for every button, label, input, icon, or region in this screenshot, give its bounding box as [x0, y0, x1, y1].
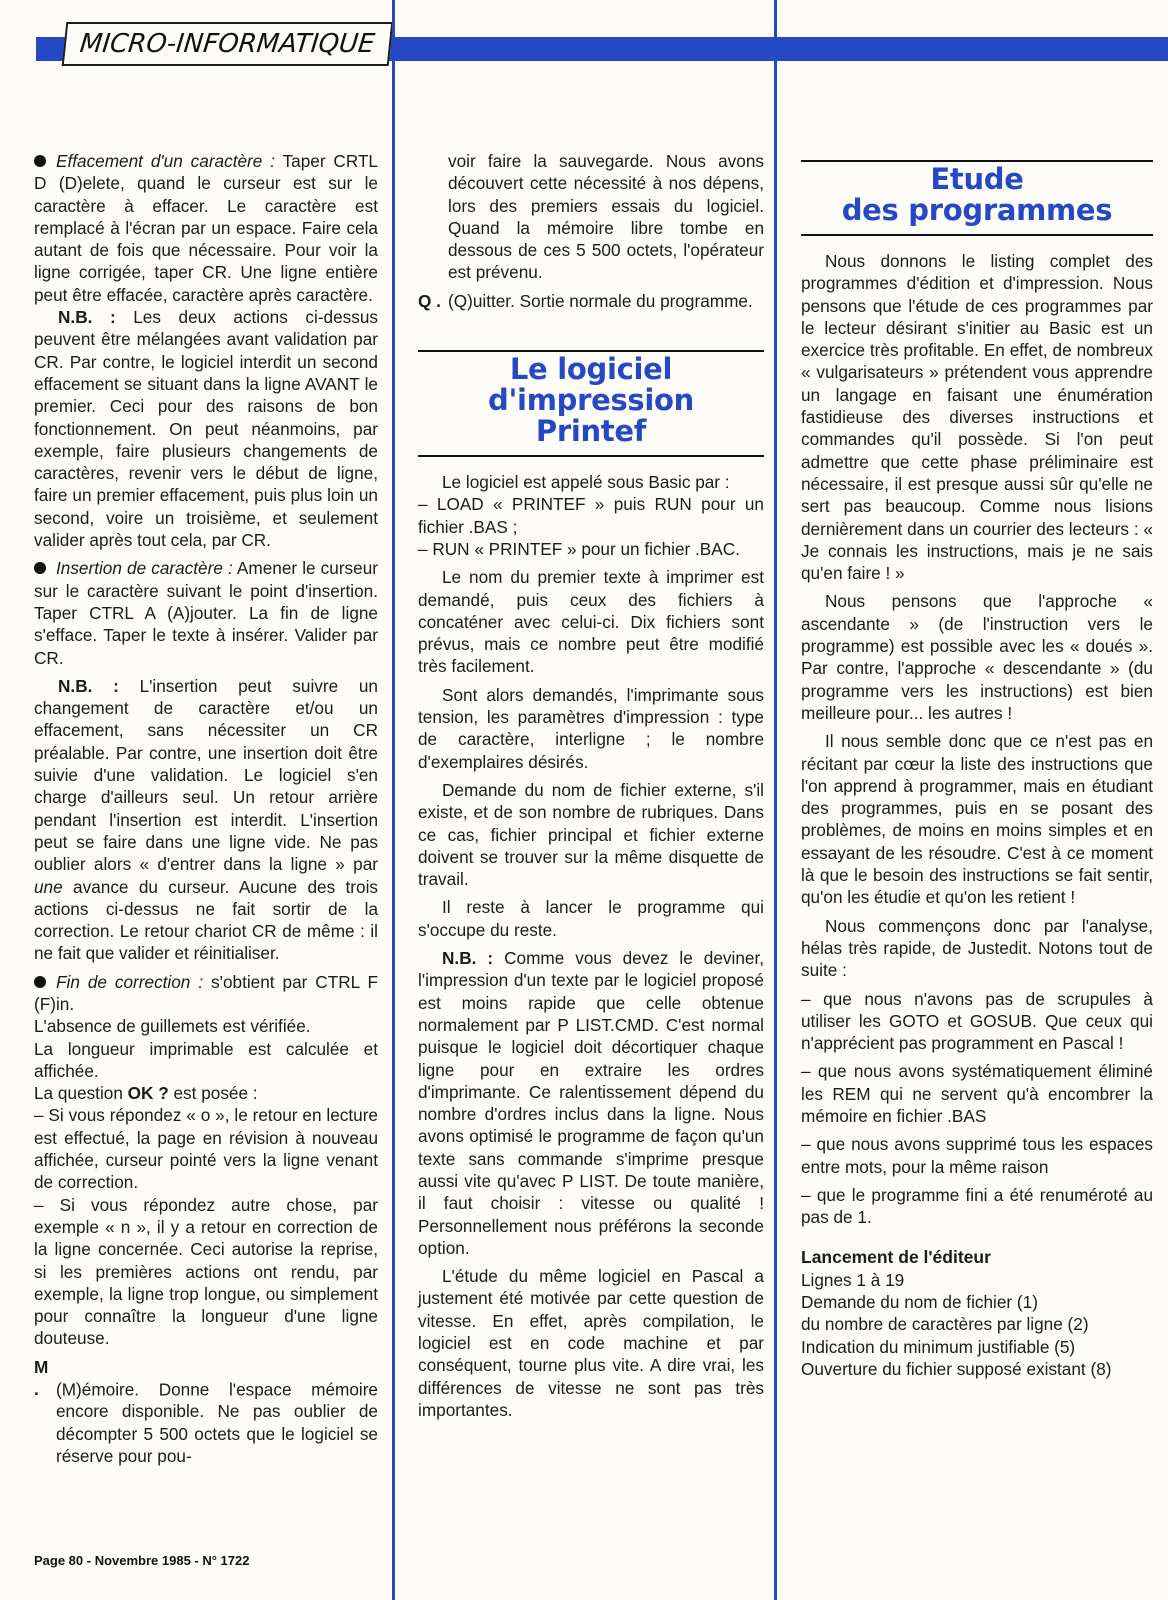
paragraph: N.B. : Les deux actions ci-dessus peuvent être mélangées avant validation par CR. Par contre, le logiciel interdit un second effacement se situant dans la ligne AVANT le premier. Ceci pour des raisons de bon fonctionnement. On peut néanmoins, par exemple, faire plusieurs changements de caractères, revenir vers le début de ligne, faire un premier effacement, puis plus loin un second, voire un troisième, et seulement valider après tout cela, par CR. — [34, 307, 378, 551]
bullet-icon — [34, 155, 46, 167]
paragraph: Sont alors demandés, l'imprimante sous tension, les paramètres d'impression : type de caractère, interligne ; le nombre d'exemplaires désirés. — [418, 684, 764, 772]
paragraph: – que nous avons supprimé tous les espaces entre mots, pour la même raison — [801, 1134, 1153, 1177]
list-item: Ouverture du fichier supposé existant (8) — [801, 1358, 1112, 1379]
paragraph: Nous pensons que l'approche « ascendante » (de l'instruction vers le programme) est possible avec les « doués ». Par contre, l'approche « descendante » (du programme vers les instructions) est bien meilleure pour... les autres ! — [801, 591, 1153, 723]
title-rule-bottom — [801, 234, 1153, 236]
list-item: du nombre de caractères par ligne (2) — [801, 1314, 1089, 1335]
page-footer: Page 80 - Novembre 1985 - N° 1722 — [34, 1553, 250, 1568]
paragraph: Demande du nom de fichier externe, s'il existe, et de son nombre de rubriques. Dans ce cas, fichier principal et fichier externe doivent se trouver sur la même disquette de travail. — [418, 779, 764, 890]
paragraph: M . (M)émoire. Donne l'espace mémoire encore disponible. Ne pas oublier de décompter 5 500 octets que le logiciel se réserve pour pou- — [34, 1356, 378, 1466]
paragraph: N.B. : Comme vous devez le deviner, l'impression d'un texte par le logiciel proposé est moins rapide que celle obtenue normalement par P LIST.CMD. C'est normal puisque le logiciel doit décortiquer chaque ligne pour en extraire les ordres d'imprimante. Ce ralentissement dépend du nombre d'ordres inclus dans la ligne. Nous avons optimisé le programme de façon qu'un texte sans commande s'imprime presque aussi vite qu'avec P LIST. De toute manière, il faut choisir : vitesse ou qualité ! Personnellement nous préférons la seconde option. — [418, 948, 765, 1258]
column-rule-left — [392, 0, 395, 1600]
paragraph: Effacement d'un caractère : Taper CRTL D (D)elete, quand le curseur est sur le caractère à effacer. Le caractère est remplacé à l'écran par un espace. Faire cela autant de fois que nécessaire. Pour voir la ligne corrigée, taper CR. Une ligne entière peut être effacée, caractère après caractère. — [34, 151, 378, 305]
column-3 — [801, 160, 1153, 1380]
paragraph: La longueur imprimable est calculée et affichée. — [34, 1038, 378, 1081]
title-rule-bottom — [418, 455, 764, 457]
paragraph: Nous commençons donc par l'analyse, hélas très rapide, de Justedit. Notons tout de suite : — [801, 915, 1153, 981]
paragraph: Le logiciel est appelé sous Basic par : — [442, 472, 730, 493]
paragraph: Insertion de caractère : Amener le curseur sur le caractère suivant le point d'insertion. Taper CTRL A (A)jouter. La fin de ligne s'efface. Taper le texte à insérer. Valider par CR. — [34, 558, 378, 668]
paragraph: Il reste à lancer le programme qui s'occupe du reste. — [418, 897, 764, 940]
bullet-icon — [34, 976, 46, 988]
column-2 — [418, 150, 764, 1421]
paragraph: L'absence de guillemets est vérifiée. — [34, 1016, 311, 1037]
section-title: Etude des programmes — [841, 162, 1113, 227]
paragraph: – que nous avons systématiquement éliminé les REM qui ne servent qu'à encombrer la mémoire en fichier .BAS — [801, 1061, 1153, 1126]
paragraph: – Si vous répondez « o », le retour en lecture est effectué, la page en révision à nouveau affichée, curseur pointé vers la ligne venant de correction. — [34, 1105, 378, 1193]
subheading: Lancement de l'éditeur — [801, 1247, 991, 1268]
list-item: Indication du minimum justifiable (5) — [801, 1336, 1076, 1357]
paragraph: Le nom du premier texte à imprimer est demandé, puis ceux des fichiers à concaténer avec celui-ci. Dix fichiers sont prévus, mais ce nombre peut être modifié très facilement. — [418, 567, 764, 677]
paragraph: – RUN « PRINTEF » pour un fichier .BAC. — [418, 538, 740, 559]
paragraph: N.B. : L'insertion peut suivre un changement de caractère et/ou un effacement, sans nécessiter un CR préalable. Par contre, une insertion doit être suivie d'une validation. Le logiciel s'en charge d'ailleurs seul. Un retour arrière pendant l'insertion est interdit. L'insertion peut se faire dans une ligne vide. Ne pas oublier alors « d'entrer dans la ligne » par une avance du curseur. Aucune des trois actions ci-dessus ne fait sortir de la correction. Le retour chariot CR de même : il ne fait que valider et réinitialiser. — [34, 675, 378, 964]
paragraph: – que le programme fini a été renuméroté au pas de 1. — [801, 1184, 1153, 1228]
paragraph: Fin de correction : s'obtient par CTRL F (F)in. — [34, 971, 379, 1014]
bullet-icon — [34, 562, 46, 574]
paragraph: – Si vous répondez autre chose, par exemple « n », il y a retour en correction de la ligne concernée. Ceci autorise la reprise, si les premières actions ont rendu, par exemple, la ligne trop longue, ou simplement pour connaître la longueur d'une ligne douteuse. — [34, 1194, 378, 1349]
paragraph: voir faire la sauvegarde. Nous avons découvert cette nécessité à nos dépens, lors des premiers essais du logiciel. Quand la mémoire libre tombe en dessous de ces 5 500 octets, l'opérateur est prévenu. — [448, 151, 764, 283]
paragraph: Q . (Q)uitter. Sortie normale du programme. — [418, 290, 753, 311]
column-rule-right — [774, 0, 777, 1600]
column-1 — [34, 150, 378, 1467]
paragraph: – LOAD « PRINTEF » puis RUN pour un fichier .BAS ; — [418, 494, 764, 537]
section-title: Le logiciel d'impression Printef — [488, 352, 694, 449]
paragraph: L'étude du même logiciel en Pascal a justement été motivée par cette question de vitesse. En effet, après compilation, le logiciel est en code machine et par conséquent, tourne plus vite. A dire vrai, les différences de vitesse ne sont pas très importantes. — [418, 1266, 764, 1420]
list-item: Lignes 1 à 19 — [801, 1269, 905, 1290]
paragraph: La question OK ? est posée : — [34, 1083, 258, 1104]
list-item: Demande du nom de fichier (1) — [801, 1292, 1038, 1313]
paragraph: – que nous n'avons pas de scrupules à utiliser les GOTO et GOSUB. Que ceux qui n'apprécient pas programment en Pascal ! — [801, 988, 1153, 1054]
paragraph: Nous donnons le listing complet des programmes d'édition et d'impression. Nous pensons que l'étude de ces programmes par le lecteur désirant s'initier au Basic est un exercice très profitable. En effet, de nombreux « vulgarisateurs » prétendent vous apprendre un langage en faisant une énumération fastidieuse des diverses instructions et commandes qu'il possède. Si l'on peut admettre que cette phase préliminaire est nécessaire, il est presque aussi sûr qu'elle ne sert pas beaucoup. Comme nous lisions dernièrement dans un courrier des lecteurs : « Je connais les instructions, mais je ne sais qu'en faire ! » — [801, 251, 1153, 584]
section-label: MICRO-INFORMATIQUE — [62, 22, 393, 66]
paragraph: Il nous semble donc que ce n'est pas en récitant par cœur la liste des instructions que l'on apprend à programmer, mais en étudiant des programmes, puis en se posant des problèmes, de moins en moins simples et en essayant de les résoudre. C'est à ce moment là que le besoin des instructions se fait sentir, qu'on les étudie et qu'on les retient ! — [801, 731, 1153, 908]
